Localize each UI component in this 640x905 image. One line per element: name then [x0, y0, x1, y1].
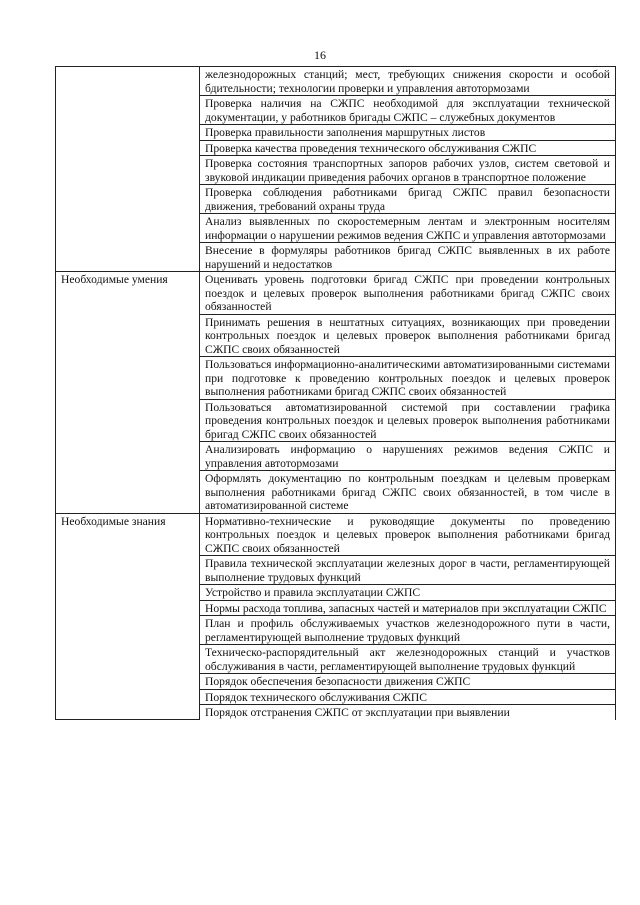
section-label-knowledge: Необходимые знания	[56, 513, 200, 720]
page-number: 16	[314, 48, 326, 62]
table-cell-text: Пользоваться автоматизированной системой при составлении графика проведения контрольных поездок и целевых проверок выполнения работниками бригад СЖПС своих обязанностей	[200, 399, 616, 442]
table-cell-text: Оформлять документацию по контрольным поездкам и целевым проверкам выполнения работниками бригад СЖПС своих обязанностей, в том числе в автоматизированной системе	[200, 471, 616, 514]
table-cell-text: Нормы расхода топлива, запасных частей и материалов при эксплуатации СЖПС	[200, 600, 616, 616]
table-row	[56, 272, 616, 315]
table-cell-text: Проверка качества проведения технического обслуживания СЖПС	[200, 140, 616, 156]
table-cell-text: Техническо-распорядительный акт железнодорожных станций и участков обслуживания в части, регламентирующей выполнение трудовых функций	[200, 645, 616, 674]
section-label	[56, 67, 200, 272]
table-cell-text: Проверка состояния транспортных запоров рабочих узлов, систем световой и звуковой индикации приведения рабочих органов в транспортное положение	[200, 156, 616, 185]
table-cell-text: Проверка наличия на СЖПС необходимой для эксплуатации технической документации, у работников бригады СЖПС – служебных документов	[200, 96, 616, 125]
table-cell-text: Принимать решения в нештатных ситуациях, возникающих при проведении контрольных поездок и целевых проверок выполнения работниками бригад СЖПС своих обязанностей	[200, 314, 616, 357]
table-cell-text: Порядок отстранения СЖПС от эксплуатации при выявлении	[200, 705, 616, 720]
table-cell-text: Оценивать уровень подготовки бригад СЖПС при проведении контрольных поездок и целевых проверок выполнения работниками бригад СЖПС своих обязанностей	[200, 272, 616, 315]
table-cell-text: Проверка соблюдения работниками бригад СЖПС правил безопасности движения, требований охраны труда	[200, 185, 616, 214]
table-cell-text: железнодорожных станций; мест, требующих снижения скорости и особой бдительности; технологии проверки и управления автотормозами	[200, 67, 616, 96]
table-cell-text: Проверка правильности заполнения маршрутных листов	[200, 125, 616, 141]
table-cell-text: Пользоваться информационно-аналитическими автоматизированными системами при подготовке к проведению контрольных поездок и целевых проверок выполнения работниками бригад СЖПС своих обязанностей	[200, 357, 616, 400]
table-row	[56, 513, 616, 556]
table-cell-text: Нормативно-технические и руководящие документы по проведению контрольных поездок и целевых проверок выполнения работниками бригад СЖПС своих обязанностей	[200, 513, 616, 556]
table-cell-text: План и профиль обслуживаемых участков железнодорожного пути в части, регламентирующей выполнение трудовых функций	[200, 616, 616, 645]
table-cell-text: Устройство и правила эксплуатации СЖПС	[200, 585, 616, 601]
table-cell-text: Порядок обеспечения безопасности движения СЖПС	[200, 674, 616, 690]
table-cell-text: Правила технической эксплуатации железных дорог в части, регламентирующей выполнение трудовых функций	[200, 556, 616, 585]
competency-table	[55, 66, 616, 720]
section-label-skills: Необходимые умения	[56, 272, 200, 514]
table-cell-text: Порядок технического обслуживания СЖПС	[200, 689, 616, 705]
table-row	[56, 67, 616, 96]
table-cell-text: Анализ выявленных по скоростемерным лентам и электронным носителям информации о нарушении режимов ведения СЖПС и управления автотормозами	[200, 214, 616, 243]
table-cell-text: Внесение в формуляры работников бригад СЖПС выявленных в их работе нарушений и недостатков	[200, 243, 616, 272]
table-cell-text: Анализировать информацию о нарушениях режимов ведения СЖПС и управления автотормозами	[200, 442, 616, 471]
